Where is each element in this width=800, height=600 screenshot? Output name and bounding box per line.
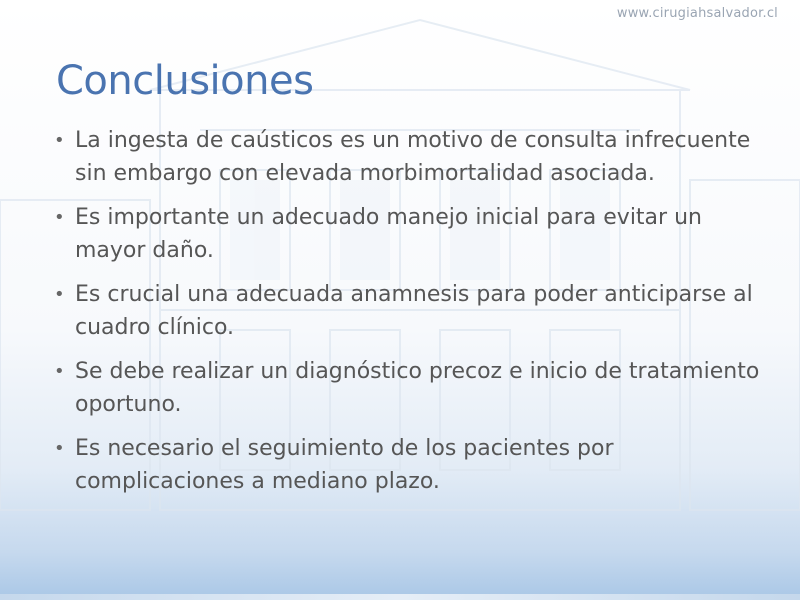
bullet-dot-icon: • bbox=[54, 284, 65, 305]
site-url: www.cirugiahsalvador.cl bbox=[616, 6, 778, 21]
bullet-dot-icon: • bbox=[54, 130, 65, 151]
bottom-border bbox=[0, 594, 800, 600]
bullet-text: Es crucial una adecuada anamnesis para poder anticiparse al cuadro clínico. bbox=[75, 282, 753, 340]
bullet-item bbox=[52, 432, 772, 498]
bullet-dot-icon: • bbox=[54, 438, 65, 459]
bullet-item bbox=[52, 124, 772, 190]
bullet-dot-icon: • bbox=[54, 207, 65, 228]
bullet-text: La ingesta de caústicos es un motivo de consulta infrecuente sin embargo con elevada morbimortalidad asociada. bbox=[75, 128, 751, 186]
bullet-item bbox=[52, 278, 772, 344]
bullet-text: Se debe realizar un diagnóstico precoz e inicio de tratamiento oportuno. bbox=[75, 359, 760, 417]
bullet-item bbox=[52, 201, 772, 267]
bullet-list bbox=[52, 124, 772, 509]
bullet-text: Es importante un adecuado manejo inicial para evitar un mayor daño. bbox=[75, 205, 702, 263]
bullet-item bbox=[52, 355, 772, 421]
bullet-dot-icon: • bbox=[54, 361, 65, 382]
slide-title: Conclusiones bbox=[56, 58, 314, 104]
bullet-text: Es necesario el seguimiento de los pacientes por complicaciones a mediano plazo. bbox=[75, 436, 614, 494]
